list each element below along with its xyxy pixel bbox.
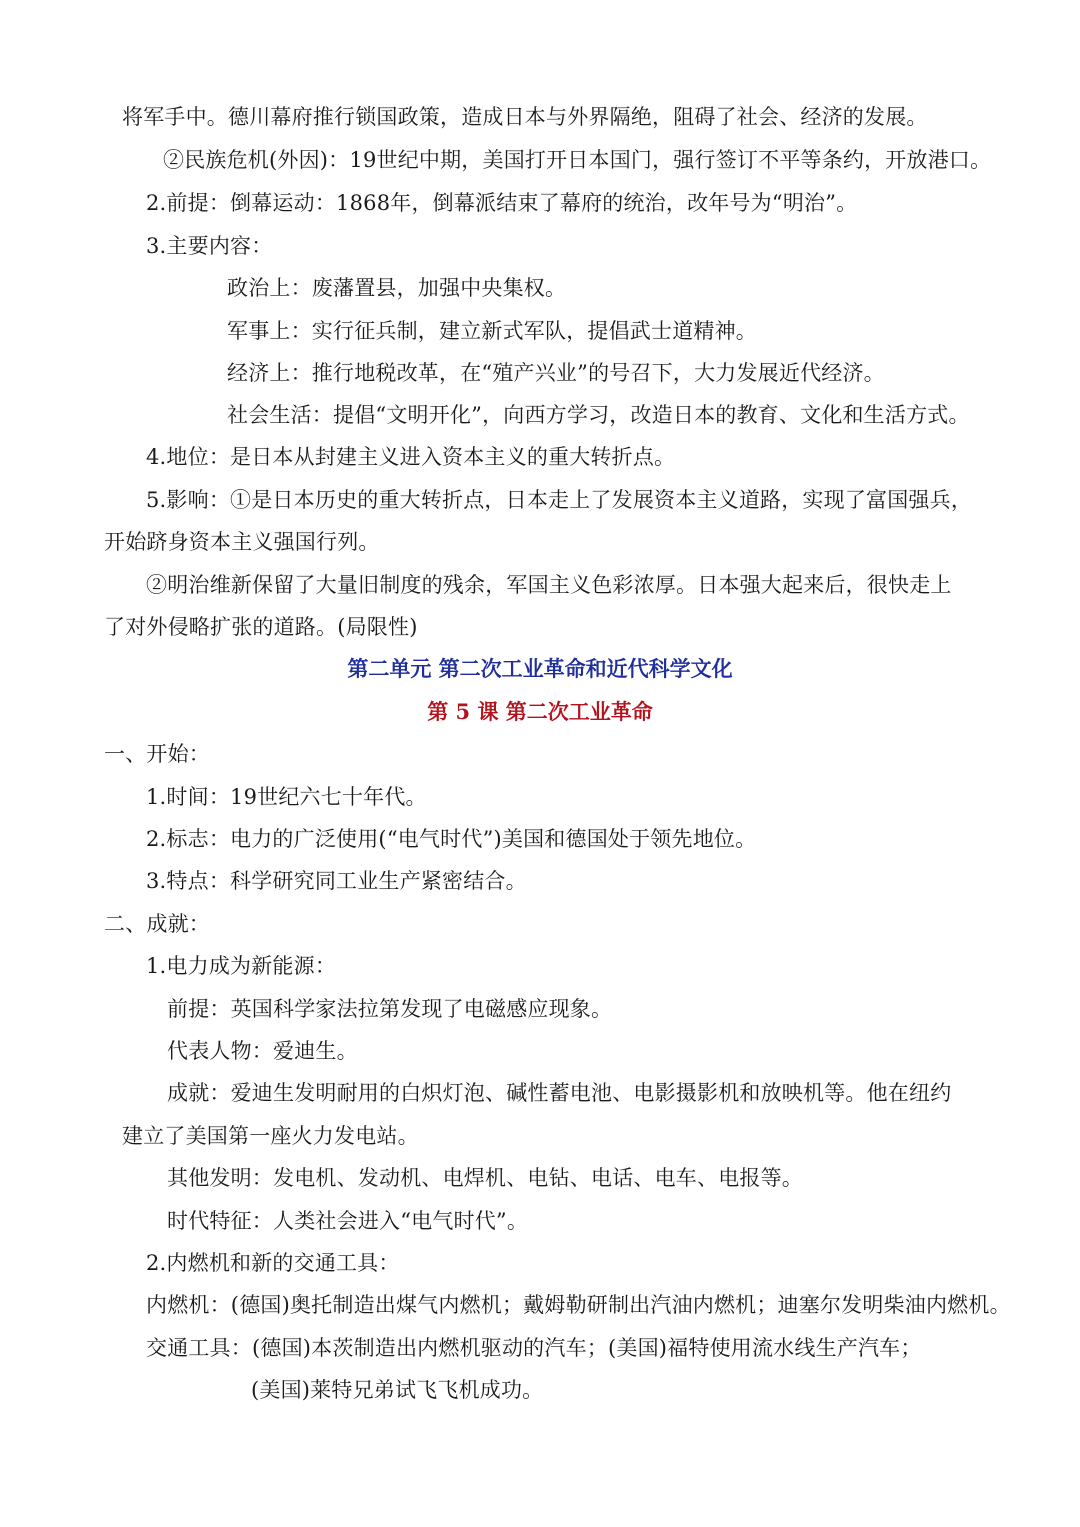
text-line: 时代特征：人类社会进入“电气时代”。 [167,1209,529,1233]
unit-title: 第二单元 第二次工业革命和近代科学文化 [347,656,733,681]
text-line: 了对外侵略扩张的道路。(局限性) [104,615,418,639]
text-line: 2.标志：电力的广泛使用(“电气时代”)美国和德国处于领先地位。 [146,827,757,851]
text-line: 政治上：废藩置县，加强中央集权。 [227,276,567,300]
section-heading: 一、开始： [104,742,210,766]
text-line: 其他发明：发电机、发动机、电焊机、电钻、电话、电车、电报等。 [167,1166,803,1190]
text-line: 4.地位：是日本从封建主义进入资本主义的重大转折点。 [146,445,676,469]
text-line: 代表人物：爱迪生。 [167,1039,358,1063]
text-line: 建立了美国第一座火力发电站。 [122,1124,419,1148]
text-line: 前提：英国科学家法拉第发现了电磁感应现象。 [167,997,613,1021]
text-line: 成就：爱迪生发明耐用的白炽灯泡、碱性蓄电池、电影摄影机和放映机等。他在纽约 [167,1081,952,1105]
text-line: 将军手中。德川幕府推行锁国政策，造成日本与外界隔绝，阻碍了社会、经济的发展。 [122,105,928,129]
section-heading: 二、成就： [104,912,210,936]
text-line: ②明治维新保留了大量旧制度的残余，军国主义色彩浓厚。日本强大起来后，很快走上 [146,573,952,597]
text-line: (美国)莱特兄弟试飞飞机成功。 [251,1378,544,1402]
text-line: 内燃机：(德国)奥托制造出煤气内燃机；戴姆勒研制出汽油内燃机；迪塞尔发明柴油内燃机。 [146,1293,1011,1317]
text-line: 经济上：推行地税改革，在“殖产兴业”的号召下，大力发展近代经济。 [227,361,885,385]
text-line: ②民族危机(外因)：19世纪中期，美国打开日本国门，强行签订不平等条约，开放港口。 [163,148,992,172]
text-line: 1.电力成为新能源： [146,954,337,978]
text-line: 3.特点：科学研究同工业生产紧密结合。 [146,869,527,893]
text-line: 开始跻身资本主义强国行列。 [104,530,380,554]
text-line: 2.内燃机和新的交通工具： [146,1251,400,1275]
text-line: 3.主要内容： [146,234,273,258]
text-line: 1.时间：19世纪六七十年代。 [146,785,427,809]
text-line: 交通工具：(德国)本茨制造出内燃机驱动的汽车；(美国)福特使用流水线生产汽车； [146,1336,922,1360]
lesson-title: 第 5 课 第二次工业革命 [427,699,653,724]
text-line: 2.前提：倒幕运动：1868年，倒幕派结束了幕府的统治，改年号为“明治”。 [146,191,858,215]
text-line: 军事上：实行征兵制，建立新式军队，提倡武士道精神。 [227,319,757,343]
text-line: 5.影响：①是日本历史的重大转折点，日本走上了发展资本主义道路，实现了富国强兵， [146,488,973,512]
text-line: 社会生活：提倡“文明开化”，向西方学习，改造日本的教育、文化和生活方式。 [227,403,970,427]
